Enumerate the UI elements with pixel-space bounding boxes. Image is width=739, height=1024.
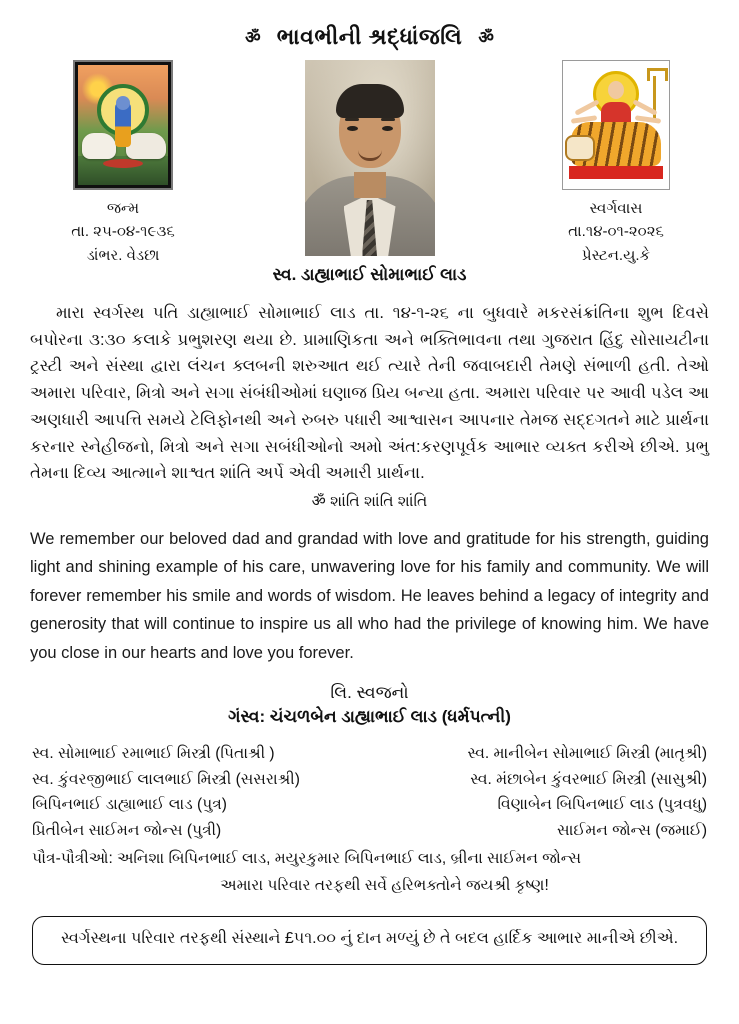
family-row <box>32 767 707 793</box>
family-member: સ્વ. મંછાબેન કુંવરભાઈ મિસ્ત્રી (સાસુશ્રી) <box>470 770 707 788</box>
birth-block <box>28 60 218 267</box>
page-title-row <box>22 24 717 50</box>
krishna-artwork-icon <box>78 65 168 185</box>
family-row <box>32 818 707 844</box>
donation-note-box: સ્વર્ગસ્થના પરિવાર તરફથી સંસ્થાને £૫૧.૦૦ નું દાન મળ્યું છે તે બદલ હાર્દિક આભાર માનીએ છીએ. <box>32 916 707 965</box>
birth-date: તા. ૨૫-૦૪-૧૯૩૬ <box>71 223 175 241</box>
gujarati-message-text: મારા સ્વર્ગસ્થ પતિ ડાહ્યાભાઈ સોમાભાઈ લાડ તા. ૧૪-૧-૨૬ ના બુધવારે મકરસંક્રાંતિના શુભ દિવસે બપોરના ૩:૩૦ કલાકે પ્રભુશરણ થયા છે. પ્રામાણિકતા અને ભક્તિભાવના તથા ગુજરાત હિંદુ સોસાયટીના ટ્રસ્ટી અને સંસ્થા દ્વારા લંચન ક્લબની શરુઆત થઈ ત્યારે તેની જવાબદારી તેમણે સંભાળી હતી. તેઓ અમારા પરિવાર, મિત્રો અને સગા સંબંધીઓમાં ઘણાજ પ્રિય બન્યા હતા. અમારા પરિવાર પર આવી પડેલ આ અણધારી આપત્તિ સમયે ટેલિફોનથી અને રુબરુ પધારી આશ્વાસન આપનાર તેમજ સદ્દગતને માટે પ્રાર્થના કરનાર સ્નેહીજનો, મિત્રો અને સગા સબંધીઓનો અમો અંત:કરણપૂર્વક આભાર વ્યક્ત કરીએ છીએ. પ્રભુ તેમના દિવ્ય આત્માને શાશ્વત શાંતિ અર્પે એવી અમારી પ્રાર્થના. <box>30 304 709 483</box>
signature-widow: ગંસ્વ: ચંચળબેન ડાહ્યાભાઈ લાડ (ધર્મપત્ની) <box>228 706 511 726</box>
family-member: સ્વ. સોમાભાઈ રમાભાઈ મિસ્ત્રી (પિતાશ્રી ) <box>32 744 275 762</box>
family-member: બિપિનભાઈ ડાહ્યાભાઈ લાડ (પુત્ર) <box>32 796 227 814</box>
family-closing-line: અમારા પરિવાર તરફથી સર્વે હરિભક્તોને જયશ્રી કૃષ્ણ! <box>220 876 549 894</box>
birth-label: જન્મ <box>106 200 140 217</box>
durga-image <box>562 60 670 190</box>
death-place: પ્રેસ્ટન.યુ.કે <box>581 246 651 264</box>
death-date: તા.૧૪-૦૧-૨૦૨૬ <box>568 223 664 241</box>
signature-block <box>22 683 717 727</box>
portrait-block <box>240 60 500 285</box>
gujarati-message <box>22 300 717 487</box>
page-title: ભાવભીની શ્રદ્ધાંજલિ <box>276 24 463 49</box>
family-member: સ્વ. કુંવરજીભાઈ લાલભાઈ મિસ્ત્રી (સસરાશ્રી) <box>32 770 300 788</box>
family-row <box>32 792 707 818</box>
death-block <box>521 60 711 267</box>
grandchildren-line: પૌત્ર-પૌત્રીઓ: અનિશા બિપિનભાઈ લાડ, મયુરકુમાર બિપિનભાઈ લાડ, બ્રીના સાઈમન જોન્સ <box>32 849 582 867</box>
family-member: પ્રિતીબેન સાઈમન જોન્સ (પુત્રી) <box>32 822 222 840</box>
family-member: સાઈમન જોન્સ (જમાઈ) <box>557 822 707 840</box>
deceased-name: સ્વ. ડાહ્યાભાઈ સોમાભાઈ લાડ <box>272 265 467 284</box>
shanti-mantra: ॐ શાંતિ શાંતિ શાંતિ <box>311 493 428 511</box>
krishna-image <box>73 60 173 190</box>
om-symbol-right-icon: ॐ <box>478 27 494 47</box>
images-row <box>22 60 717 292</box>
deceased-photo <box>305 60 435 256</box>
om-symbol-left-icon: ॐ <box>245 27 261 47</box>
family-member: વિણાબેન બિપિનભાઈ લાડ (પુત્રવધુ) <box>497 796 707 814</box>
family-row <box>32 741 707 767</box>
death-label: સ્વર્ગવાસ <box>589 200 643 217</box>
english-message: We remember our beloved dad and grandad with love and gratitude for his strength, guiding light and shining example of his care, unwavering love for his family and community. We will forever remember his smile and words of wisdom. He leaves behind a legacy of integrity and generosity that will continue to inspire us all who had the privilege of knowing him. We have you close in our hearts and love you forever. <box>30 530 709 662</box>
signature-from: લિ. સ્વજનો <box>330 682 409 702</box>
birth-place: ડાંભર. વેડછા <box>86 246 160 264</box>
family-member: સ્વ. માનીબેન સોમાભાઈ મિસ્ત્રી (માતૃશ્રી) <box>467 744 707 762</box>
family-list <box>22 741 717 898</box>
